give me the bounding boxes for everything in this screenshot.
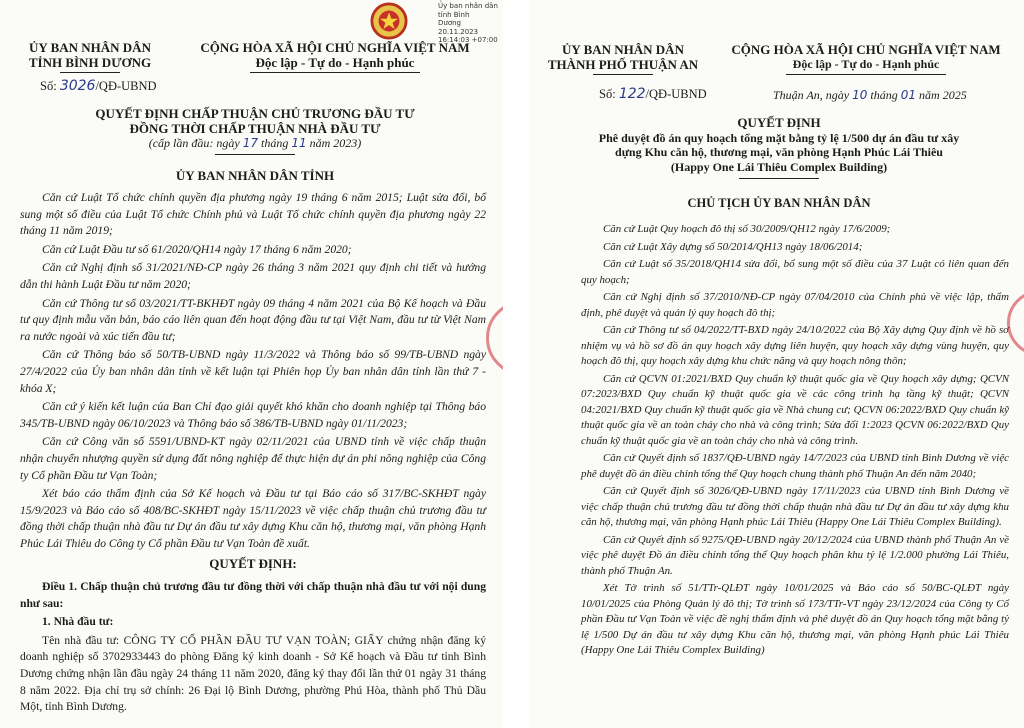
item-1-heading: 1. Nhà đầu tư:	[42, 615, 114, 629]
basis-paragraph: Căn cứ Thông báo số 50/TB-UBND ngày 11/3/2022 và Thông báo số 99/TB-UBND ngày 27/4/2022 của Ủy ban nhân dân tỉnh về kết luận tại Phiên họp Ủy ban nhân dân tỉnh lần thứ 7 - khóa X;	[20, 348, 486, 395]
basis-paragraph: Xét Tờ trình số 51/TTr-QLĐT ngày 10/01/2025 và Báo cáo số 50/BC-QLĐT ngày 10/01/2025 của Phòng Quản lý đô thị; Tờ trình số 173/TTr-VT ngày 23/12/2024 của Công ty Cổ phần Đầu tư Vạn Toàn về việc đề nghị thẩm định và phê duyệt đồ án Quy hoạch tổng mặt bằng tỷ lệ 1/500 Dự án đầu tư xây dựng Khu căn hộ, thương mại, văn phòng Hạnh phúc Lái Thiêu (Happy One Lái Thiêu Complex Building)	[581, 582, 1009, 656]
dateline-month: 01	[900, 88, 917, 102]
issue-suffix: năm 2023)	[309, 136, 362, 150]
issue-month: 11	[291, 136, 307, 150]
basis-paragraph: Căn cứ Luật Quy hoạch đô thị số 30/2009/QH12 ngày 17/6/2009;	[603, 223, 891, 235]
nation-header	[713, 42, 1019, 75]
basis-paragraph: Căn cứ Nghị định số 37/2010/NĐ-CP ngày 07/04/2010 của Chính phủ về việc lập, thẩm định, phê duyệt và quản lý quy hoạch đô thị;	[581, 291, 1009, 319]
nation-underline	[786, 74, 946, 75]
basis-paragraph: Căn cứ QCVN 01:2021/BXD Quy chuẩn kỹ thuật quốc gia về Quy hoạch xây dựng; QCVN 07:2023/BXD Quy chuẩn kỹ thuật quốc gia về các công trình hạ tầng kỹ thuật; QCVN 04:2021/BXD Quy chuẩn kỹ thuật quốc gia về Nhà chung cư; QCVN 06:2022/BXD Quy chuẩn kỹ thuật quốc gia về an toàn cháy cho nhà và công trình; Sửa đổi 1:2023 QCVN 06:2022/BXD Quy chuẩn kỹ thuật quốc gia về an toàn cháy cho nhà và công trình.	[581, 372, 1009, 447]
basis-paragraph: Căn cứ Quyết định số 3026/QĐ-UBND ngày 17/11/2023 của UBND tỉnh Bình Dương về việc chấp thuận chủ trương đầu tư đồng thời chấp thuận nhà đầu tư Dự án đầu tư xây dựng khu căn hộ, thương mại, văn phòng Hạnh phúc Lái Thiêu (Happy One Lái Thiêu Complex Building).	[581, 485, 1009, 528]
title-line-1: QUYẾT ĐỊNH CHẤP THUẬN CHỦ TRƯƠNG ĐẦU TƯ	[95, 106, 415, 121]
nation-header	[170, 40, 500, 73]
title-line-1: QUYẾT ĐỊNH	[737, 115, 821, 130]
basis-paragraph: Căn cứ Quyết định số 9275/QĐ-UBND ngày 20/12/2024 của UBND thành phố Thuận An về việc phê duyệt Đồ án điều chỉnh tổng thể Quy hoạch phân khu tỷ lệ 1/2.000 phường Lái Thiêu, thành phố Thuận An.	[581, 533, 1009, 577]
nation-underline	[250, 72, 420, 73]
agency-underline	[593, 74, 653, 75]
decision-heading: QUYẾT ĐỊNH:	[209, 556, 297, 572]
red-seal-stamp	[486, 300, 503, 376]
basis-paragraph: Căn cứ ý kiến kết luận của Ban Chỉ đạo giải quyết khó khăn cho doanh nghiệp tại Thông báo 345/TB-UBND ngày 06/10/2023 và Thông báo số 386/TB-UBND ngày 01/11/2023;	[20, 400, 486, 430]
document-number	[599, 86, 707, 102]
agency-line-2: TỈNH BÌNH DƯƠNG	[28, 55, 152, 70]
signature-line-2: Dương	[438, 19, 461, 27]
issue-prefix: (cấp lần đầu: ngày	[148, 136, 240, 150]
agency-line-1: ỦY BAN NHÂN DÂN	[29, 40, 151, 55]
red-seal-stamp	[1007, 290, 1024, 356]
document-number	[40, 78, 157, 94]
basis-paragraph: Căn cứ Công văn số 5591/UBND-KT ngày 02/11/2021 của UBND tỉnh về việc chấp thuận nhận chuyển nhượng quyền sử dụng đất nông nghiệp để thực hiện dự án phi nông nghiệp của Công ty Cổ phần Đầu tư Vạn Toàn;	[20, 435, 486, 482]
national-emblem-icon	[370, 2, 408, 40]
agency-line-2: THÀNH PHỐ THUẬN AN	[547, 57, 699, 72]
title-line-2: Phê duyệt đồ án quy hoạch tổng mặt bằng tỷ lệ 1/500 dự án đầu tư xây	[598, 130, 960, 145]
title-underline	[739, 178, 819, 179]
basis-paragraph: Xét báo cáo thẩm định của Sở Kế hoạch và Đầu tư tại Báo cáo số 317/BC-SKHĐT ngày 15/9/2023 và Báo cáo số 408/BC-SKHĐT ngày 15/11/2023 về việc chấp thuận chủ trương đầu tư đồng thời chấp thuận nhà đầu tư Dự án đầu tư xây dựng Khu căn hộ, thương mại, văn phòng Hạnh Phúc Lái Thiêu do Công ty Cổ phần Đầu tư Vạn Toàn đề xuất.	[20, 487, 486, 550]
right-document-page	[529, 0, 1024, 728]
signature-line-3: 20.11.2023 16:14:03 +07:00	[438, 27, 498, 44]
nation-line-2: Độc lập - Tự do - Hạnh phúc	[255, 55, 415, 70]
basis-paragraph: Căn cứ Luật số 35/2018/QH14 sửa đổi, bổ sung một số điều của 37 Luật có liên quan đến quy hoạch;	[581, 258, 1009, 286]
number-suffix: /QĐ-UBND	[645, 87, 707, 101]
left-body	[20, 190, 486, 718]
issue-mid: tháng	[260, 136, 289, 150]
number-suffix: /QĐ-UBND	[95, 79, 157, 93]
agency-line-1: ỦY BAN NHÂN DÂN	[562, 42, 684, 57]
basis-paragraph: Căn cứ Luật Đầu tư số 61/2020/QH14 ngày 17 tháng 6 năm 2020;	[42, 242, 352, 256]
basis-paragraph: Căn cứ Nghị định số 31/2021/NĐ-CP ngày 26 tháng 3 năm 2021 quy định chi tiết và hướng dẫn thi hành Luật Đầu tư năm 2020;	[20, 261, 486, 291]
right-body	[581, 222, 1009, 661]
basis-paragraph: Căn cứ Luật Xây dựng số 50/2014/QH13 ngày 18/06/2014;	[603, 240, 863, 253]
dateline-suffix: năm 2025	[919, 88, 967, 102]
basis-paragraph: Căn cứ Thông tư số 03/2021/TT-BKHĐT ngày 09 tháng 4 năm 2021 của Bộ Kế hoạch và Đầu tư quy định mẫu văn bản, báo cáo liên quan đến hoạt động đầu tư tại Việt Nam, đầu tư từ Việt Nam ra nước ngoài và xúc tiến đầu tư;	[20, 296, 486, 343]
agency-header	[533, 42, 713, 75]
issue-day: 17	[242, 136, 258, 150]
signature-line-1: Ủy ban nhân dân tỉnh Bình	[438, 2, 498, 19]
dateline-day: 10	[852, 88, 868, 102]
basis-paragraph: Căn cứ Luật Tổ chức chính quyền địa phương ngày 19 tháng 6 năm 2015; Luật sửa đổi, bổ sung một số điều của Luật Tổ chức Chính phủ và Luật Tổ chức chính quyền địa phương ngày 22 tháng 11 năm 2019;	[20, 191, 486, 238]
agency-header	[10, 40, 170, 73]
number-prefix: Số:	[599, 87, 616, 101]
nation-line-1: CỘNG HÒA XÃ HỘI CHỦ NGHĨA VIỆT NAM	[200, 40, 470, 55]
number-handwritten: 3026	[59, 78, 96, 94]
basis-paragraph: Căn cứ Quyết định số 1837/QĐ-UBND ngày 14/7/2023 của UBND tỉnh Bình Dương về việc phê duyệt đồ án điều chỉnh tổng thể Quy hoạch chung thành phố Thuận An đến năm 2040;	[581, 452, 1009, 480]
number-handwritten: 122	[618, 86, 646, 102]
left-document-page	[0, 0, 503, 728]
title-line-4: (Happy One Lái Thiêu Complex Building)	[670, 159, 888, 174]
digital-signature-box	[438, 2, 503, 45]
nation-line-1: CỘNG HÒA XÃ HỘI CHỦ NGHĨA VIỆT NAM	[731, 42, 1001, 57]
dateline	[773, 88, 967, 103]
title-line-2: ĐỒNG THỜI CHẤP THUẬN NHÀ ĐẦU TƯ	[129, 121, 381, 136]
article-1: Điều 1. Chấp thuận chủ trương đầu tư đồng thời với chấp thuận nhà đầu tư với nội dung như sau:	[20, 580, 486, 610]
dateline-prefix: Thuận An, ngày	[773, 88, 850, 102]
document-title	[10, 106, 500, 155]
issuer-heading: ỦY BAN NHÂN DÂN TỈNH	[175, 168, 335, 183]
dateline-mid: tháng	[870, 88, 898, 102]
nation-line-2: Độc lập - Tự do - Hạnh phúc	[792, 57, 940, 71]
issue-date	[10, 136, 500, 151]
document-title	[539, 116, 1019, 179]
page-gutter	[503, 0, 529, 728]
title-underline	[215, 154, 295, 155]
investor-paragraph: Tên nhà đầu tư: CÔNG TY CỔ PHẦN ĐẦU TƯ VẠN TOÀN; GIẤY chứng nhận đăng ký doanh nghiệp số 3702933443 do phòng Đăng ký kinh doanh - Sở Kế hoạch và Đầu tư tỉnh Bình Dương chứng nhận lần đầu ngày 24 tháng 11 năm 2020, đăng ký thay đổi lần thứ 01 ngày 31 tháng 8 năm 2022. Địa chỉ trụ sở chính: 26 Đại lộ Bình Dương, phường Phú Hòa, thành phố Thủ Dầu Một, tỉnh Bình Dương.	[20, 633, 486, 714]
agency-underline	[60, 72, 120, 73]
title-line-3: dựng Khu căn hộ, thương mại, văn phòng Hạnh Phúc Lái Thiêu	[615, 145, 943, 159]
basis-paragraph: Căn cứ Thông tư số 04/2022/TT-BXD ngày 24/10/2022 của Bộ Xây dựng Quy định về hồ sơ nhiệm vụ và hồ sơ đồ án quy hoạch xây dựng liên huyện, quy hoạch xây dựng vùng huyện, quy hoạch đô thị, quy hoạch xây dựng khu chức năng và quy hoạch nông thôn;	[581, 324, 1009, 367]
number-prefix: Số:	[40, 79, 57, 93]
issuer-heading: CHỦ TỊCH ỦY BAN NHÂN DÂN	[687, 196, 871, 210]
